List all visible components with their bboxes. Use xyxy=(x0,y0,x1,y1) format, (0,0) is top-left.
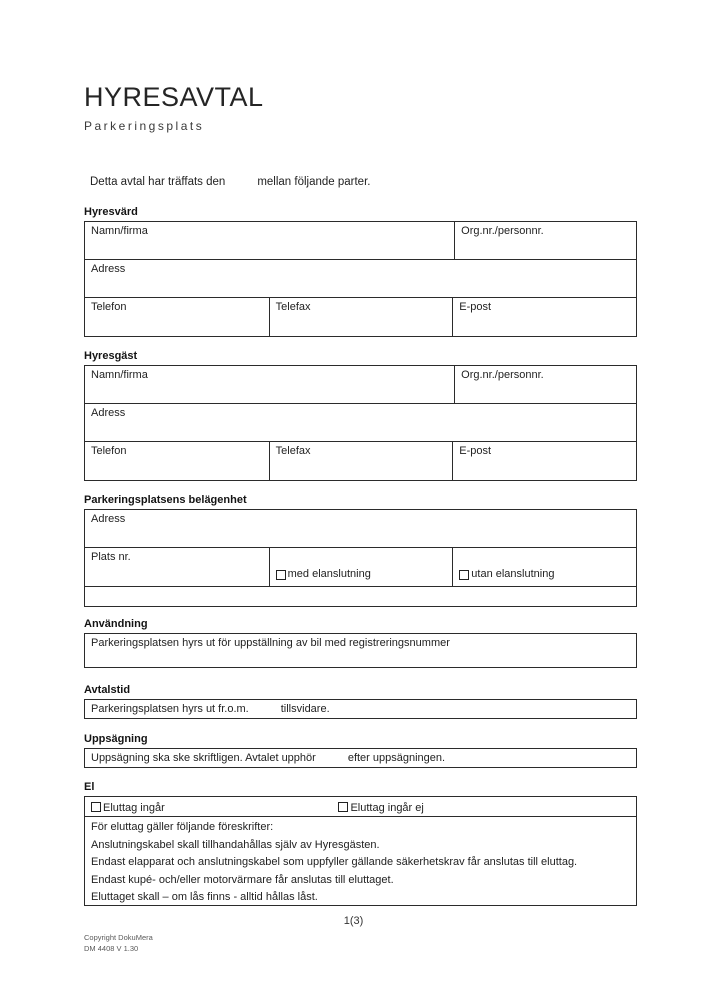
uppsagning-text-before: Uppsägning ska ske skriftligen. Avtalet upphör xyxy=(91,752,316,764)
med-elanslutning-label: med elanslutning xyxy=(287,568,371,580)
page-subtitle: Parkeringsplats xyxy=(84,119,205,133)
el-table xyxy=(84,796,637,906)
hyresvard-namn-firma-field: Namn/firma xyxy=(91,225,148,237)
eluttag-ingar-label: Eluttag ingår xyxy=(103,802,165,814)
eluttag-ingar-option xyxy=(91,798,165,815)
intro-text-before: Detta avtal har träffats den xyxy=(90,176,226,188)
eluttag-ingar-ej-label: Eluttag ingår ej xyxy=(350,802,424,814)
utan-elanslutning-checkbox[interactable] xyxy=(459,570,469,580)
el-rule-line: Endast kupé- och/eller motorvärmare får anslutas till eluttaget. xyxy=(91,873,394,886)
hyresgast-telefon-field: Telefon xyxy=(91,445,127,457)
hyresgast-telefax-field: Telefax xyxy=(269,442,453,480)
section-heading-el: El xyxy=(84,781,95,793)
section-heading-anvandning: Användning xyxy=(84,618,148,630)
section-heading-belagenhet: Parkeringsplatsens belägenhet xyxy=(84,494,247,506)
belagenhet-extra-field xyxy=(85,587,636,606)
page-number: 1(3) xyxy=(343,915,364,927)
belagenhet-adress-field: Adress xyxy=(91,513,126,525)
version-text: DM 4408 V 1.30 xyxy=(84,943,139,953)
el-rules-block xyxy=(85,817,636,905)
belagenhet-table xyxy=(84,509,637,607)
hyresgast-table xyxy=(84,365,637,481)
el-rule-line: Eluttaget skall – om lås finns - alltid hållas låst. xyxy=(91,891,318,903)
section-heading-hyresgast: Hyresgäst xyxy=(84,350,138,362)
hyresvard-orgnr-field: Org.nr./personnr. xyxy=(454,222,636,259)
intro-text-after: mellan följande parter. xyxy=(257,176,371,188)
med-elanslutning-option xyxy=(269,548,453,586)
intro-line xyxy=(84,176,637,188)
hyresgast-namn-firma-field: Namn/firma xyxy=(91,369,148,381)
copyright-text: Copyright DokuMera xyxy=(84,933,153,942)
avtalstid-box xyxy=(84,699,637,719)
el-options-row xyxy=(85,797,636,817)
avtalstid-text-before: Parkeringsplatsen hyrs ut fr.o.m. xyxy=(91,703,249,715)
section-heading-uppsagning: Uppsägning xyxy=(84,733,148,745)
hyresgast-epost-field: E-post xyxy=(452,442,636,480)
page-title: HYRESAVTAL xyxy=(84,82,264,112)
hyresvard-epost-field: E-post xyxy=(452,298,636,336)
el-rule-line: För eluttag gäller följande föreskrifter: xyxy=(91,821,274,833)
section-heading-avtalstid: Avtalstid xyxy=(84,684,131,696)
uppsagning-box xyxy=(84,748,637,768)
hyresvard-telefax-field: Telefax xyxy=(269,298,453,336)
hyresvard-adress-field: Adress xyxy=(91,263,126,275)
section-heading-hyresvard: Hyresvärd xyxy=(84,206,138,218)
utan-elanslutning-label: utan elanslutning xyxy=(471,568,555,580)
plats-nr-field: Plats nr. xyxy=(91,551,131,563)
hyresvard-table xyxy=(84,221,637,337)
utan-elanslutning-option xyxy=(452,548,636,586)
uppsagning-text-after: efter uppsägningen. xyxy=(347,752,446,764)
document-footer xyxy=(84,933,153,954)
eluttag-ingar-checkbox[interactable] xyxy=(91,802,101,812)
eluttag-ingar-ej-option xyxy=(338,797,423,818)
med-elanslutning-checkbox[interactable] xyxy=(276,570,286,580)
avtalstid-text-after: tillsvidare. xyxy=(280,703,330,715)
hyresvard-telefon-field: Telefon xyxy=(91,301,127,313)
el-rule-line: Endast elapparat och anslutningskabel som uppfyller gällande säkerhetskrav får anslutas till eluttag. xyxy=(91,856,578,868)
anvandning-box: Parkeringsplatsen hyrs ut för uppställning av bil med registreringsnummer xyxy=(84,633,637,668)
eluttag-ingar-ej-checkbox[interactable] xyxy=(338,802,348,812)
el-rule-line: Anslutningskabel skall tillhandahållas själv av Hyresgästen. xyxy=(91,838,380,851)
hyresgast-adress-field: Adress xyxy=(91,407,126,419)
hyresgast-orgnr-field: Org.nr./personnr. xyxy=(454,366,636,403)
